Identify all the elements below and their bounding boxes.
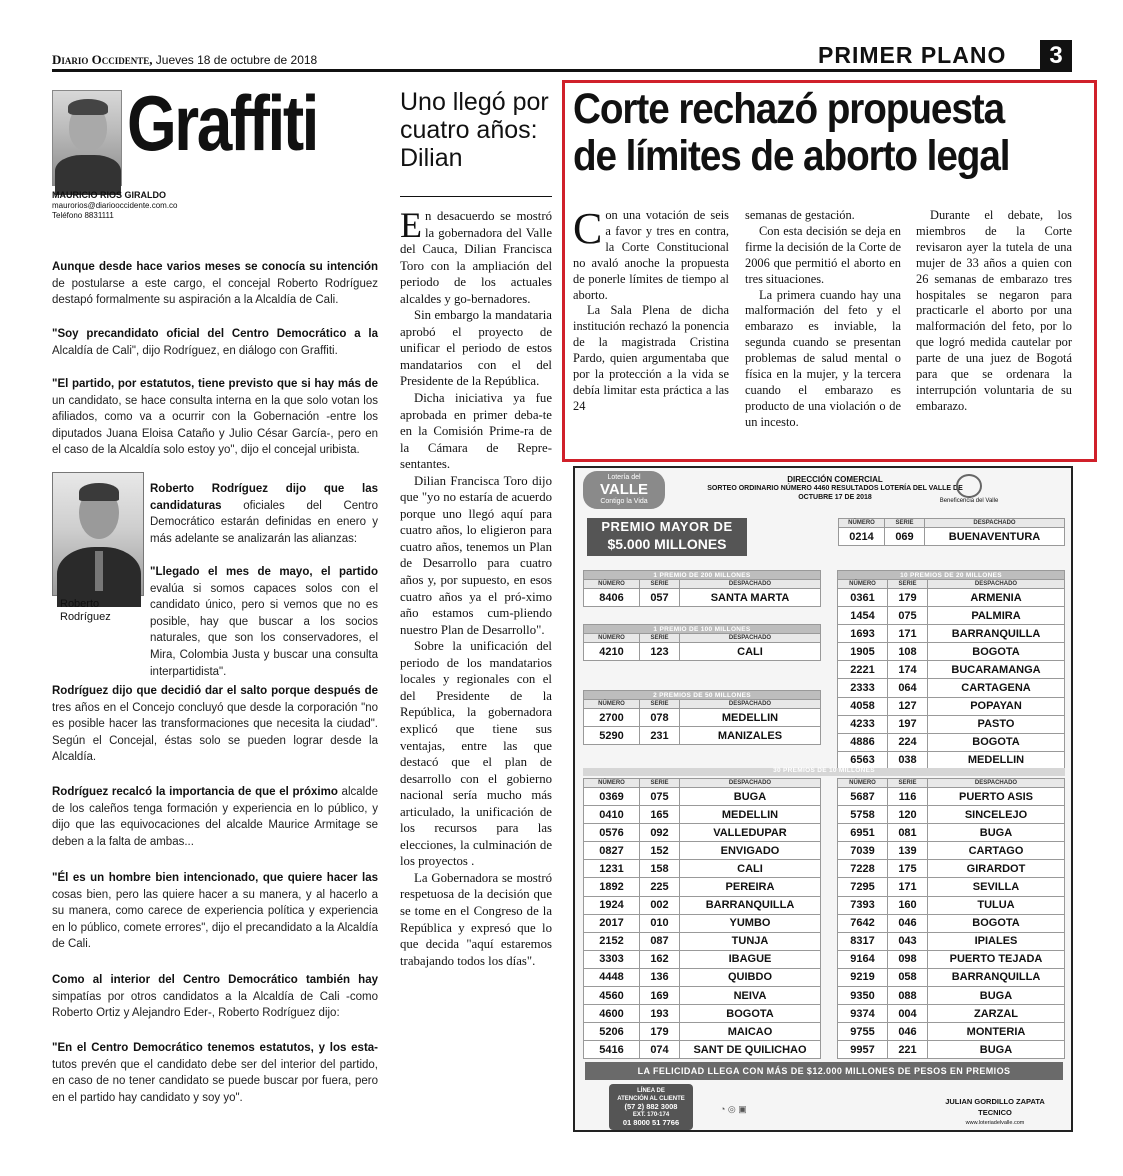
dilian-paragraph-3: Dicha iniciativa ya fue aprobada en primer deba-te en la Comisión Prime-ra de la Cámara de Repre-sentantes.	[400, 391, 552, 472]
premio-50-table: 2 PREMIOS DE 50 MILLONES NÚMERO SERIE DESPACHADO 2700 078 MEDELLIN 5290 231 MANIZALES	[583, 690, 821, 745]
article-column-1	[573, 204, 729, 415]
table-row: 4210 123 CALI	[584, 643, 821, 661]
graffiti-paragraph-8: "Él es un hombre bien intencionado, que quiere hacer las cosas bien, pero las quiere hacer a su manera, y al hacerlo a su manera, como carece de experiencia política y experiencia en lo público, comete errores", dijo el precandidato a la Alcaldía de Cali.	[52, 872, 378, 951]
sponsor-logos	[720, 1104, 747, 1115]
author-name: MAURICIO RIOS GIRALDO	[52, 190, 166, 200]
premio-mayor-table: NÚMERO SERIE DESPACHADO 0214 069 BUENAVENTURA	[838, 518, 1065, 546]
premio-10-caption: 30 PREMIOS DE 10 MILLONES	[773, 767, 875, 774]
lottery-direction-title: DIRECCIÓN COMERCIAL SORTEO ORDINARIO NÚMERO 4460 RESULTADOS LOTERÍA DEL VALLE DE OCTUBRE 17 DE 2018	[707, 475, 963, 501]
table-row: 5290 231 MANIZALES	[584, 727, 821, 745]
table-row: 7642 046 BOGOTA	[838, 914, 1065, 932]
table-row: 7393 160 TULUA	[838, 896, 1065, 914]
table-row: 9164 098 PUERTO TEJADA	[838, 950, 1065, 968]
article-paragraph-6: Durante el debate, los miembros de la Corte revisaron ayer la tutela de una mujer de 33 años a quien con 26 semanas de embarazo tres hospitales se negaron para practicarle el aborto por una malformación del feto, por lo que logró medida cautelar por parte de una juez de Bogotá para que se ordenara la interrupción voluntaria de su embarazo.	[916, 208, 1072, 413]
graffiti-paragraph-2: "Soy precandidato oficial del Centro Democrático a la Alcaldía de Cali", dijo Rodríguez, en diálogo con Graffiti.	[52, 328, 378, 357]
dilian-rule	[400, 196, 552, 197]
table-row: 1693 171 BARRANQUILLA	[838, 625, 1065, 643]
premio-10-table-left: NÚMERO SERIE DESPACHADO 0369 075 BUGA 0410 165 MEDELLIN 0576 092 VALLEDUPAR 0827 152 ENVIGADO 1231 158 CALI 1892 225 PEREIRA 1924 002 BARRANQUILLA 2017 010 YUMBO 2152 087 TUNJA 3303 162 IBAGUE 4448 136 QUIBDO 4560 169 NEIVA 4600 193 BOGOTA 5206 179 MAICAO 5416 074 SANT DE QUILICHAO	[583, 778, 821, 1059]
graffiti-paragraph-10: "En el Centro Democrático tenemos estatutos, y los esta-tutos prevén que el candidato debe ser del interior del partido, en caso de no tener candidato se puede buscar por fuera, pero en el partido hay candidato y soy yo".	[52, 1042, 378, 1104]
article-paragraph-1: Con una votación de seis a favor y tres en contra, la Corte Constitucional no avaló anoche la propuesta de ponerle límites de tiempo al aborto.	[573, 204, 729, 302]
table-row: 9374 004 ZARZAL	[838, 1005, 1065, 1023]
publication-date: Jueves 18 de octubre de 2018	[155, 53, 318, 67]
table-row: 4886 224 BOGOTA	[838, 733, 1065, 751]
table-row: 6563 038 MEDELLIN	[838, 751, 1065, 769]
premio-100-table: 1 PREMIO DE 100 MILLONES NÚMERO SERIE DESPACHADO 4210 123 CALI	[583, 624, 821, 661]
article-dropcap: C	[573, 204, 603, 253]
table-row: 5416 074 SANT DE QUILICHAO	[584, 1041, 821, 1059]
dilian-paragraph-4: Dilian Francisca Toro dijo que "yo no estaría de acuerdo porque uno llegó aquí para cuatro años, lo eligieron para cuatro años, tenemos un Plan de Desarrollo para cuatro años y, por supuesto, en esos cuatro años ya el pró-ximo año estamos cum-pliendo nuestro Plan de Desarrollo".	[400, 473, 552, 637]
dilian-paragraph-1: En desacuerdo se mostró la gobernadora del Valle del Cauca, Dilian Francisca Toro con la ampliación del periodo de los actuales alcaldes y go-bernadores.	[400, 205, 552, 306]
graffiti-paragraph-6: Rodríguez dijo que decidió dar el salto porque después de tres años en el Concejo concluyó que desde la corporación "no es posible hacer las transformaciones que necesita la ciudad". Según el Concejal, éstas solo se pueden lograr desde la Alcaldía.	[52, 685, 378, 764]
article-column-3	[916, 208, 1072, 415]
graffiti-paragraph-1: Aunque desde hace varios meses se conocía su intención de postularse a este cargo, el concejal Roberto Rodríguez destapó formalmente su aspiración a la Alcaldía de Cali.	[52, 261, 378, 307]
table-row: 1231 158 CALI	[584, 860, 821, 878]
page-number: 3	[1040, 40, 1072, 72]
table-row: 0410 165 MEDELLIN	[584, 806, 821, 824]
article-paragraph-5: La primera cuando hay una malformación del feto y el embarazo es inviable, la segunda cuando se presentan problemas de salud mental o física en la mujer, y la tercera cuando el embarazo es producto de una violación o de un incesto.	[745, 287, 901, 429]
article-paragraph-4: Con esta decisión se deja en firme la decisión de la Corte de 2006 que permitió el aborto en tres situaciones.	[745, 223, 901, 286]
table-row: 6951 081 BUGA	[838, 824, 1065, 842]
table-row: 1892 225 PEREIRA	[584, 878, 821, 896]
table-row: 1454 075 PALMIRA	[838, 607, 1065, 625]
table-row: 1924 002 BARRANQUILLA	[584, 896, 821, 914]
premio-10-table-right: NÚMERO SERIE DESPACHADO 5687 116 PUERTO ASIS 5758 120 SINCELEJO 6951 081 BUGA 7039 139 CARTAGO 7228 175 GIRARDOT 7295 171 SEVILLA 7393 160 TULUA 7642 046 BOGOTA 8317 043 IPIALES 9164 098 PUERTO TEJADA 9219 058 BARRANQUILLA 9350 088 BUGA 9374 004 ZARZAL 9755 046 MONTERIA 9957 221 BUGA	[837, 778, 1065, 1059]
table-row: 7039 139 CARTAGO	[838, 842, 1065, 860]
lottery-website-link[interactable]: www.loteriadelvalle.com	[965, 1120, 1025, 1126]
table-row: 2152 087 TUNJA	[584, 932, 821, 950]
dilian-paragraph-6: La Gobernadora se mostró respetuosa de la decisión que se tome en el Congreso de la República y expresó que lo que decida "aquí estaremos trabajando todos los días".	[400, 870, 552, 968]
dilian-dropcap: E	[400, 205, 422, 245]
photo-caption: Roberto Rodríguez	[60, 598, 111, 623]
customer-service-box: LÍNEA DE ATENCIÓN AL CLIENTE (57 2) 882 3008 EXT. 170-174 01 8000 51 7766	[609, 1084, 693, 1130]
table-row: 4233 197 PASTO	[838, 715, 1065, 733]
table-row: 4448 136 QUIBDO	[584, 968, 821, 986]
table-row: 4600 193 BOGOTA	[584, 1005, 821, 1023]
author-phone: Teléfono 8831111	[52, 211, 114, 220]
table-row: 9755 046 MONTERIA	[838, 1023, 1065, 1041]
graffiti-paragraph-7: Rodríguez recalcó la importancia de que el próximo alcalde de los caleños tenga formación y experiencia en lo público, y dijo que las equivocaciones del alcalde Maurice Armitage se deben a la falta de ambas...	[52, 786, 378, 848]
table-row: 3303 162 IBAGUE	[584, 950, 821, 968]
table-row: 0576 092 VALLEDUPAR	[584, 824, 821, 842]
table-row: 1905 108 BOGOTA	[838, 643, 1065, 661]
section-title: PRIMER PLANO	[818, 42, 1007, 68]
dilian-paragraph-5: Sobre la unificación del periodo de los mandatarios locales y regionales con el del Presidente de la República, la gobernadora explicó que tiene sus ventajas, entre las que destacó que el plan de desarrollo con el gobierno nacional sería mucho más articulado, la unificación de los recursos para las elecciones, la culminación de los proyectos .	[400, 639, 552, 869]
article-paragraph-2: La Sala Plena de dicha institución rechazó la ponencia de la magistrada Cristina Pardo, quien argumentaba que por la protección a la vida se debía limitar esta práctica a las 24	[573, 303, 729, 413]
author-email[interactable]: maurorios@diariooccidente.com.co	[52, 201, 178, 210]
premio-200-table: 1 PREMIO DE 200 MILLONES NÚMERO SERIE DESPACHADO 8406 057 SANTA MARTA	[583, 570, 821, 607]
lottery-signer: JULIAN GORDILLO ZAPATA TECNICO	[945, 1097, 1045, 1117]
graffiti-paragraph-4: Roberto Rodríguez dijo que las candidaturas oficiales del Centro Democrático estarán definidas en enero y más adelante se analizarán las alianzas:	[150, 483, 378, 545]
beneficencia-logo: Beneficencia del Valle	[925, 474, 1013, 508]
newspaper-name: Diario Occidente,	[52, 52, 153, 67]
sponsor-logo-icon: ◔ ◎ ▣	[720, 1104, 747, 1114]
table-row: 8406 057 SANTA MARTA	[584, 589, 821, 607]
table-row: 9219 058 BARRANQUILLA	[838, 968, 1065, 986]
dilian-headline: Uno llegó por cuatro años: Dilian	[400, 88, 549, 172]
table-row: 8317 043 IPIALES	[838, 932, 1065, 950]
table-row: 2700 078 MEDELLIN	[584, 709, 821, 727]
graffiti-paragraph-9: Como al interior del Centro Democrático también hay simpatías por otros candidatos a la Alcaldía de Cali -como Roberto Ortiz y Alejandro Eder-, Roberto Rodríguez dijo:	[52, 974, 378, 1020]
premio-mayor-banner: PREMIO MAYOR DE $5.000 MILLONES	[587, 518, 747, 556]
table-row: 4058 127 POPAYAN	[838, 697, 1065, 715]
article-headline: Corte rechazó propuesta de límites de aborto legal	[573, 85, 1010, 180]
author-photo	[52, 90, 122, 186]
table-row: 0827 152 ENVIGADO	[584, 842, 821, 860]
dilian-body	[400, 205, 552, 969]
roberto-rodriguez-photo	[52, 472, 144, 596]
lottery-results-ad	[573, 466, 1073, 1132]
table-row: 5206 179 MAICAO	[584, 1023, 821, 1041]
table-row: 5687 116 PUERTO ASIS	[838, 788, 1065, 806]
lottery-slogan-banner: LA FELICIDAD LLEGA CON MÁS DE $12.000 MILLONES DE PESOS EN PREMIOS	[585, 1062, 1063, 1080]
customer-service-phone[interactable]: (57 2) 882 3008	[624, 1102, 678, 1111]
table-row: 7228 175 GIRARDOT	[838, 860, 1065, 878]
table-row: 2333 064 CARTAGENA	[838, 679, 1065, 697]
premio-20-table: 10 PREMIOS DE 20 MILLONES NÚMERO SERIE DESPACHADO 0361 179 ARMENIA 1454 075 PALMIRA 1693 171 BARRANQUILLA 1905 108 BOGOTA 2221 174 BUCARAMANGA 2333 064 CARTAGENA 4058 127 POPAYAN 4233 197 PASTO 4886 224 BOGOTA 6563 038 MEDELLIN	[837, 570, 1065, 770]
table-row: 0369 075 BUGA	[584, 788, 821, 806]
table-row: 9957 221 BUGA	[838, 1041, 1065, 1059]
table-row: 9350 088 BUGA	[838, 987, 1065, 1005]
article-paragraph-3: semanas de gestación.	[745, 208, 855, 222]
graffiti-title: Graffiti	[127, 79, 317, 167]
table-row: 5758 120 SINCELEJO	[838, 806, 1065, 824]
graffiti-paragraph-5a: "Llegado el mes de mayo, el partido evalúa si somos capaces solos con el candidato único, pero si vemos que no es posible, hay que buscar a los socios naturales, que son los conservadores, el Mira, Colombia Justa y buscar una consulta interpartidista".	[150, 566, 378, 678]
header-rule	[52, 69, 1068, 72]
article-column-2	[745, 208, 901, 431]
dilian-paragraph-2: Sin embargo la mandataria aprobó el proyecto de unificar el periodo de estos mandatarios con el del Presidente de la República.	[400, 308, 552, 389]
table-row: 4560 169 NEIVA	[584, 987, 821, 1005]
customer-service-tollfree[interactable]: 01 8000 51 7766	[622, 1118, 680, 1127]
table-row: 7295 171 SEVILLA	[838, 878, 1065, 896]
table-row: 0361 179 ARMENIA	[838, 589, 1065, 607]
loteria-valle-logo: Lotería del VALLE Contigo la Vida	[583, 471, 665, 509]
masthead	[52, 52, 317, 68]
table-row: 2221 174 BUCARAMANGA	[838, 661, 1065, 679]
graffiti-paragraph-3: "El partido, por estatutos, tiene previsto que si hay más de un candidato, se hace consulta interna en la que solo votan los afiliados, como va a ocurrir con la Gobernación -entre los diputados Juana Eloisa Cataño y Julio César García-, pero en el caso de la Alcaldía solo estoy yo", dijo el concejal uribista.	[52, 378, 378, 457]
table-row: 2017 010 YUMBO	[584, 914, 821, 932]
beneficencia-icon	[956, 474, 982, 498]
